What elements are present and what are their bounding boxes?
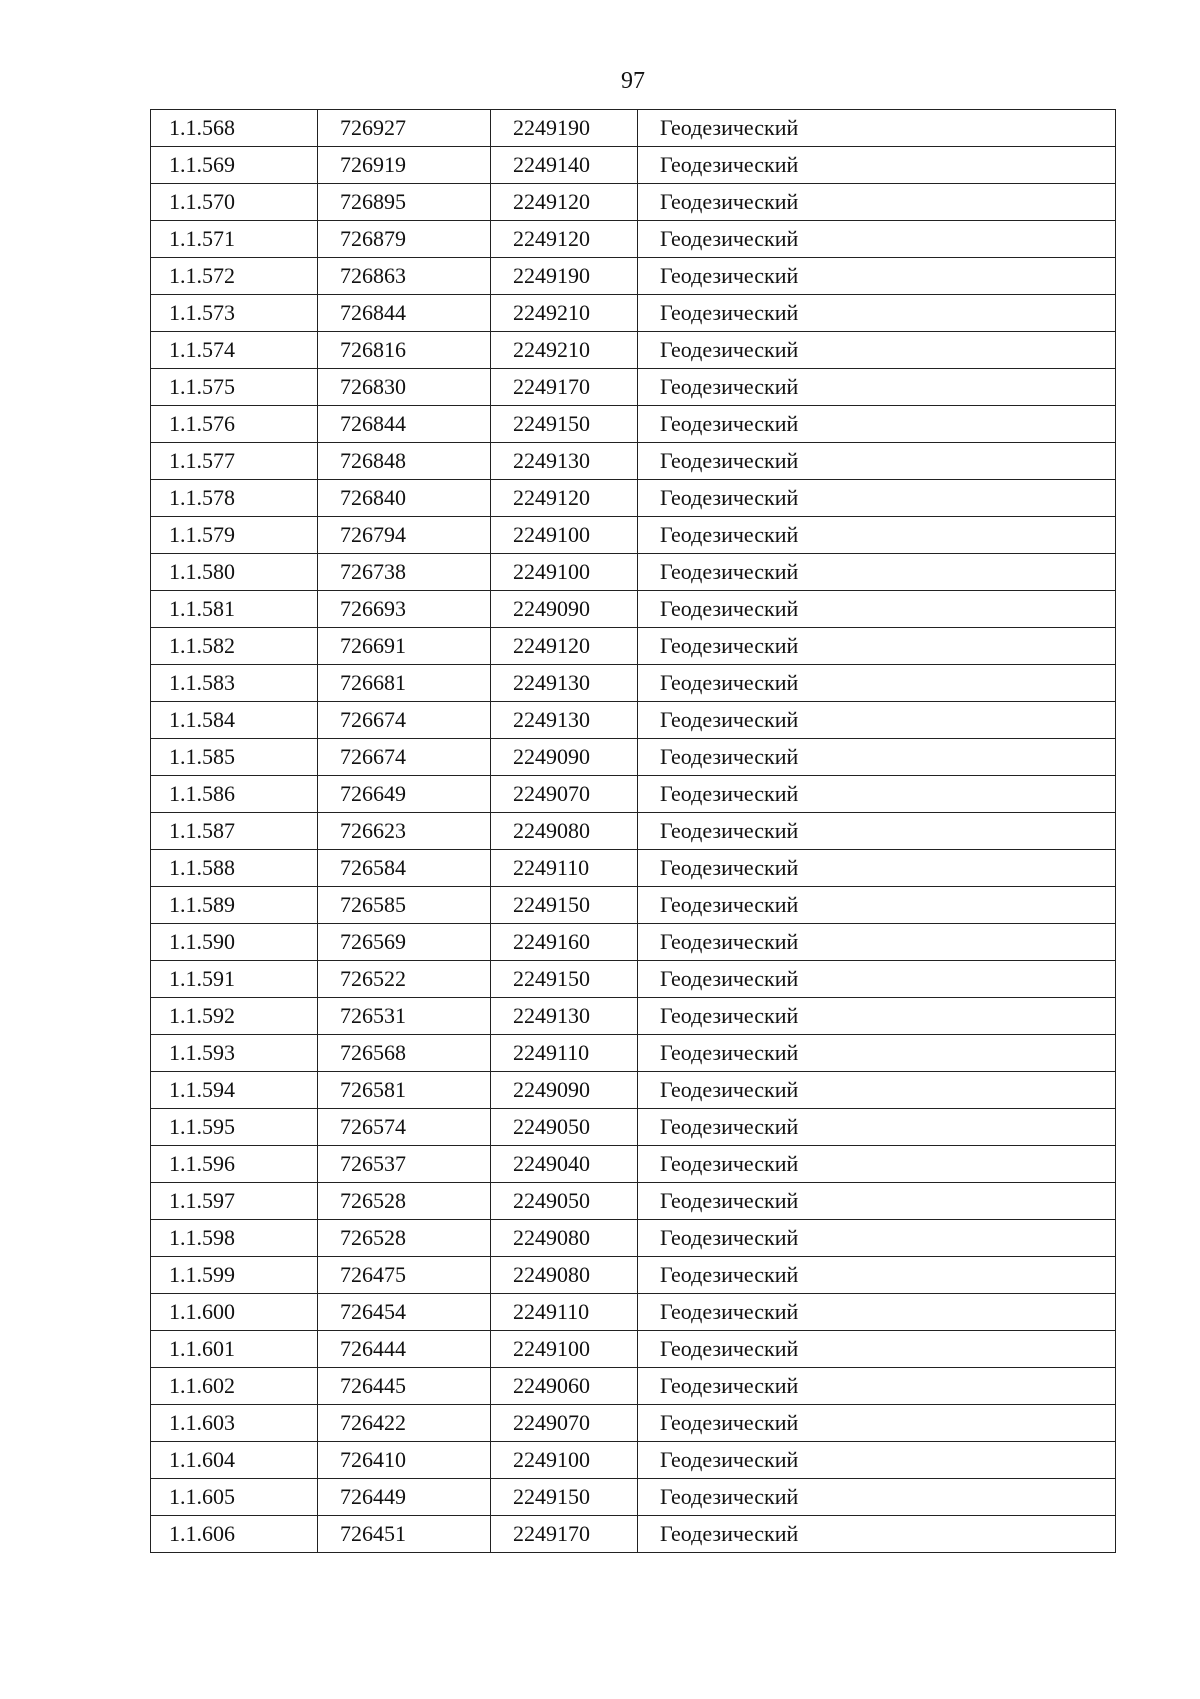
x-coordinate-cell: 726649 [318, 776, 491, 813]
point-type-cell: Геодезический [638, 924, 1116, 961]
table-row [151, 369, 1116, 406]
point-type-cell: Геодезический [638, 665, 1116, 702]
y-coordinate-cell: 2249190 [491, 110, 638, 147]
point-id-cell: 1.1.576 [151, 406, 318, 443]
x-coordinate-cell: 726895 [318, 184, 491, 221]
x-coordinate-cell: 726879 [318, 221, 491, 258]
x-coordinate-cell: 726528 [318, 1183, 491, 1220]
y-coordinate-cell: 2249130 [491, 702, 638, 739]
x-coordinate-cell: 726585 [318, 887, 491, 924]
table-row [151, 1516, 1116, 1553]
point-type-cell: Геодезический [638, 1035, 1116, 1072]
y-coordinate-cell: 2249080 [491, 1257, 638, 1294]
table-row [151, 776, 1116, 813]
y-coordinate-cell: 2249090 [491, 1072, 638, 1109]
table-row [151, 1183, 1116, 1220]
y-coordinate-cell: 2249050 [491, 1183, 638, 1220]
x-coordinate-cell: 726451 [318, 1516, 491, 1553]
coordinates-table-body [151, 110, 1116, 1553]
table-row [151, 961, 1116, 998]
point-type-cell: Геодезический [638, 887, 1116, 924]
x-coordinate-cell: 726844 [318, 295, 491, 332]
coordinates-table [150, 109, 1116, 1553]
point-type-cell: Геодезический [638, 1442, 1116, 1479]
point-id-cell: 1.1.574 [151, 332, 318, 369]
table-row [151, 1479, 1116, 1516]
y-coordinate-cell: 2249080 [491, 813, 638, 850]
point-type-cell: Геодезический [638, 1109, 1116, 1146]
x-coordinate-cell: 726449 [318, 1479, 491, 1516]
y-coordinate-cell: 2249090 [491, 739, 638, 776]
table-row [151, 1035, 1116, 1072]
point-type-cell: Геодезический [638, 850, 1116, 887]
table-row [151, 147, 1116, 184]
x-coordinate-cell: 726919 [318, 147, 491, 184]
point-id-cell: 1.1.596 [151, 1146, 318, 1183]
point-type-cell: Геодезический [638, 184, 1116, 221]
x-coordinate-cell: 726927 [318, 110, 491, 147]
point-id-cell: 1.1.568 [151, 110, 318, 147]
table-row [151, 1331, 1116, 1368]
point-id-cell: 1.1.592 [151, 998, 318, 1035]
point-id-cell: 1.1.586 [151, 776, 318, 813]
y-coordinate-cell: 2249150 [491, 1479, 638, 1516]
table-row [151, 998, 1116, 1035]
x-coordinate-cell: 726454 [318, 1294, 491, 1331]
point-id-cell: 1.1.602 [151, 1368, 318, 1405]
point-type-cell: Геодезический [638, 1146, 1116, 1183]
y-coordinate-cell: 2249070 [491, 776, 638, 813]
point-type-cell: Геодезический [638, 1183, 1116, 1220]
table-row [151, 924, 1116, 961]
table-row [151, 1257, 1116, 1294]
table-row [151, 480, 1116, 517]
point-id-cell: 1.1.588 [151, 850, 318, 887]
x-coordinate-cell: 726691 [318, 628, 491, 665]
y-coordinate-cell: 2249130 [491, 443, 638, 480]
y-coordinate-cell: 2249140 [491, 147, 638, 184]
point-type-cell: Геодезический [638, 332, 1116, 369]
point-id-cell: 1.1.571 [151, 221, 318, 258]
point-id-cell: 1.1.606 [151, 1516, 318, 1553]
y-coordinate-cell: 2249050 [491, 1109, 638, 1146]
table-row [151, 258, 1116, 295]
x-coordinate-cell: 726522 [318, 961, 491, 998]
table-row [151, 813, 1116, 850]
point-type-cell: Геодезический [638, 998, 1116, 1035]
y-coordinate-cell: 2249120 [491, 184, 638, 221]
point-id-cell: 1.1.605 [151, 1479, 318, 1516]
table-row [151, 1072, 1116, 1109]
point-id-cell: 1.1.582 [151, 628, 318, 665]
table-row [151, 591, 1116, 628]
table-row [151, 517, 1116, 554]
page-number: 97 [621, 68, 645, 94]
point-id-cell: 1.1.583 [151, 665, 318, 702]
table-row [151, 443, 1116, 480]
point-id-cell: 1.1.593 [151, 1035, 318, 1072]
table-row [151, 1368, 1116, 1405]
y-coordinate-cell: 2249100 [491, 1442, 638, 1479]
x-coordinate-cell: 726844 [318, 406, 491, 443]
point-type-cell: Геодезический [638, 1405, 1116, 1442]
x-coordinate-cell: 726623 [318, 813, 491, 850]
x-coordinate-cell: 726410 [318, 1442, 491, 1479]
point-id-cell: 1.1.581 [151, 591, 318, 628]
y-coordinate-cell: 2249090 [491, 591, 638, 628]
y-coordinate-cell: 2249170 [491, 369, 638, 406]
point-id-cell: 1.1.579 [151, 517, 318, 554]
point-id-cell: 1.1.573 [151, 295, 318, 332]
point-type-cell: Геодезический [638, 369, 1116, 406]
y-coordinate-cell: 2249150 [491, 406, 638, 443]
point-id-cell: 1.1.580 [151, 554, 318, 591]
point-type-cell: Геодезический [638, 147, 1116, 184]
table-row [151, 1405, 1116, 1442]
table-row [151, 110, 1116, 147]
table-row [151, 850, 1116, 887]
point-type-cell: Геодезический [638, 1257, 1116, 1294]
point-type-cell: Геодезический [638, 221, 1116, 258]
x-coordinate-cell: 726693 [318, 591, 491, 628]
point-type-cell: Геодезический [638, 813, 1116, 850]
x-coordinate-cell: 726816 [318, 332, 491, 369]
point-type-cell: Геодезический [638, 628, 1116, 665]
point-id-cell: 1.1.577 [151, 443, 318, 480]
x-coordinate-cell: 726584 [318, 850, 491, 887]
x-coordinate-cell: 726848 [318, 443, 491, 480]
x-coordinate-cell: 726537 [318, 1146, 491, 1183]
point-type-cell: Геодезический [638, 517, 1116, 554]
x-coordinate-cell: 726574 [318, 1109, 491, 1146]
point-id-cell: 1.1.599 [151, 1257, 318, 1294]
x-coordinate-cell: 726738 [318, 554, 491, 591]
y-coordinate-cell: 2249150 [491, 887, 638, 924]
table-row [151, 1294, 1116, 1331]
table-row [151, 887, 1116, 924]
table-row [151, 1146, 1116, 1183]
table-row [151, 739, 1116, 776]
point-id-cell: 1.1.603 [151, 1405, 318, 1442]
point-type-cell: Геодезический [638, 1220, 1116, 1257]
y-coordinate-cell: 2249170 [491, 1516, 638, 1553]
point-type-cell: Геодезический [638, 1331, 1116, 1368]
y-coordinate-cell: 2249070 [491, 1405, 638, 1442]
y-coordinate-cell: 2249120 [491, 628, 638, 665]
table-row [151, 1109, 1116, 1146]
table-row [151, 332, 1116, 369]
y-coordinate-cell: 2249130 [491, 998, 638, 1035]
y-coordinate-cell: 2249150 [491, 961, 638, 998]
table-row [151, 406, 1116, 443]
y-coordinate-cell: 2249210 [491, 295, 638, 332]
point-id-cell: 1.1.584 [151, 702, 318, 739]
point-type-cell: Геодезический [638, 443, 1116, 480]
point-id-cell: 1.1.569 [151, 147, 318, 184]
y-coordinate-cell: 2249100 [491, 517, 638, 554]
table-row [151, 1220, 1116, 1257]
point-type-cell: Геодезический [638, 1294, 1116, 1331]
table-row [151, 628, 1116, 665]
y-coordinate-cell: 2249100 [491, 554, 638, 591]
point-id-cell: 1.1.597 [151, 1183, 318, 1220]
point-id-cell: 1.1.570 [151, 184, 318, 221]
point-id-cell: 1.1.600 [151, 1294, 318, 1331]
y-coordinate-cell: 2249120 [491, 480, 638, 517]
x-coordinate-cell: 726445 [318, 1368, 491, 1405]
point-id-cell: 1.1.587 [151, 813, 318, 850]
point-type-cell: Геодезический [638, 591, 1116, 628]
point-type-cell: Геодезический [638, 1368, 1116, 1405]
y-coordinate-cell: 2249210 [491, 332, 638, 369]
point-type-cell: Геодезический [638, 1516, 1116, 1553]
x-coordinate-cell: 726674 [318, 702, 491, 739]
point-id-cell: 1.1.594 [151, 1072, 318, 1109]
table-row [151, 221, 1116, 258]
y-coordinate-cell: 2249040 [491, 1146, 638, 1183]
table-row [151, 702, 1116, 739]
y-coordinate-cell: 2249160 [491, 924, 638, 961]
point-id-cell: 1.1.585 [151, 739, 318, 776]
table-row [151, 184, 1116, 221]
x-coordinate-cell: 726794 [318, 517, 491, 554]
y-coordinate-cell: 2249130 [491, 665, 638, 702]
x-coordinate-cell: 726528 [318, 1220, 491, 1257]
x-coordinate-cell: 726422 [318, 1405, 491, 1442]
x-coordinate-cell: 726569 [318, 924, 491, 961]
point-id-cell: 1.1.601 [151, 1331, 318, 1368]
point-id-cell: 1.1.590 [151, 924, 318, 961]
point-id-cell: 1.1.578 [151, 480, 318, 517]
x-coordinate-cell: 726674 [318, 739, 491, 776]
y-coordinate-cell: 2249080 [491, 1220, 638, 1257]
point-id-cell: 1.1.572 [151, 258, 318, 295]
point-id-cell: 1.1.591 [151, 961, 318, 998]
y-coordinate-cell: 2249190 [491, 258, 638, 295]
point-type-cell: Геодезический [638, 406, 1116, 443]
point-type-cell: Геодезический [638, 776, 1116, 813]
y-coordinate-cell: 2249110 [491, 1035, 638, 1072]
point-id-cell: 1.1.595 [151, 1109, 318, 1146]
point-id-cell: 1.1.589 [151, 887, 318, 924]
point-type-cell: Геодезический [638, 1479, 1116, 1516]
y-coordinate-cell: 2249110 [491, 850, 638, 887]
point-type-cell: Геодезический [638, 1072, 1116, 1109]
x-coordinate-cell: 726830 [318, 369, 491, 406]
x-coordinate-cell: 726475 [318, 1257, 491, 1294]
point-type-cell: Геодезический [638, 110, 1116, 147]
table-row [151, 554, 1116, 591]
point-type-cell: Геодезический [638, 961, 1116, 998]
point-id-cell: 1.1.604 [151, 1442, 318, 1479]
point-type-cell: Геодезический [638, 702, 1116, 739]
y-coordinate-cell: 2249100 [491, 1331, 638, 1368]
point-type-cell: Геодезический [638, 554, 1116, 591]
point-type-cell: Геодезический [638, 258, 1116, 295]
x-coordinate-cell: 726840 [318, 480, 491, 517]
point-id-cell: 1.1.598 [151, 1220, 318, 1257]
point-type-cell: Геодезический [638, 480, 1116, 517]
x-coordinate-cell: 726863 [318, 258, 491, 295]
table-row [151, 1442, 1116, 1479]
table-row [151, 295, 1116, 332]
point-type-cell: Геодезический [638, 739, 1116, 776]
point-type-cell: Геодезический [638, 295, 1116, 332]
y-coordinate-cell: 2249060 [491, 1368, 638, 1405]
y-coordinate-cell: 2249110 [491, 1294, 638, 1331]
x-coordinate-cell: 726531 [318, 998, 491, 1035]
table-row [151, 665, 1116, 702]
x-coordinate-cell: 726568 [318, 1035, 491, 1072]
x-coordinate-cell: 726681 [318, 665, 491, 702]
x-coordinate-cell: 726444 [318, 1331, 491, 1368]
point-id-cell: 1.1.575 [151, 369, 318, 406]
y-coordinate-cell: 2249120 [491, 221, 638, 258]
x-coordinate-cell: 726581 [318, 1072, 491, 1109]
